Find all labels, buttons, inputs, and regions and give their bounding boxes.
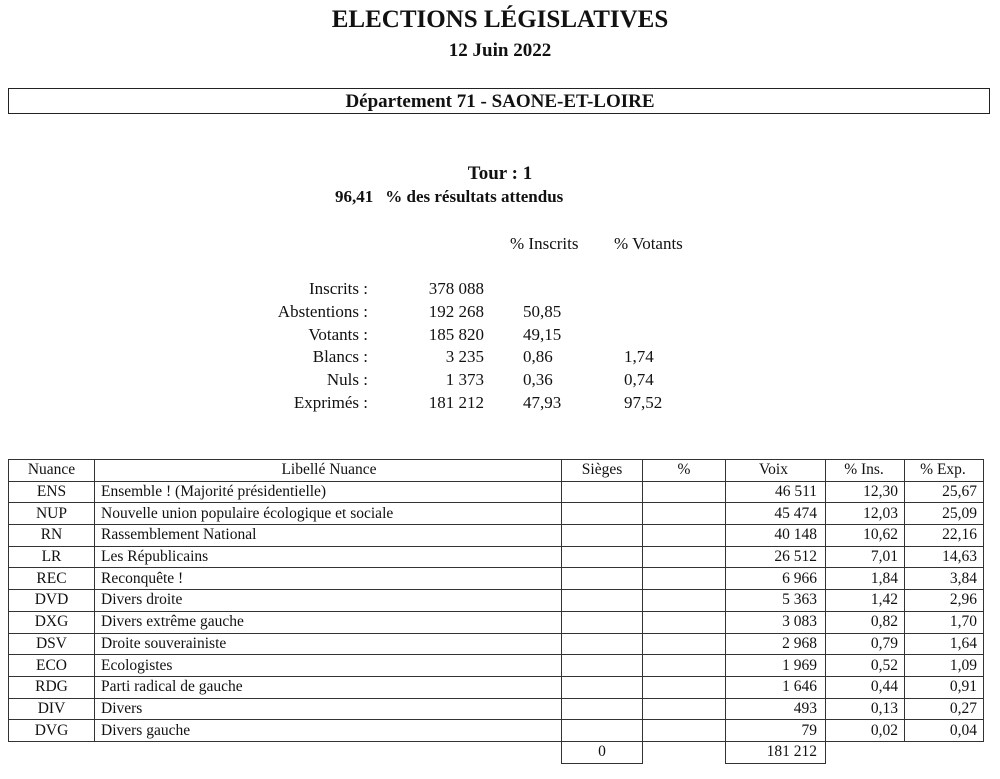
stats-header-pct-votants: % Votants	[614, 234, 683, 253]
cell-libelle: Ecologistes	[95, 655, 562, 677]
table-row	[9, 655, 984, 677]
table-row	[9, 611, 984, 633]
cell-libelle: Rassemblement National	[95, 525, 562, 547]
cell-pct-exp: 22,16	[905, 525, 984, 547]
cell-pct-ins: 12,30	[826, 481, 905, 503]
cell-pct	[643, 698, 726, 720]
col-header-pct-exp: % Exp.	[905, 460, 984, 482]
table-header-row	[9, 460, 984, 482]
cell-libelle: Nouvelle union populaire écologique et sociale	[95, 503, 562, 525]
col-header-pct-ins: % Ins.	[826, 460, 905, 482]
cell-sieges	[562, 568, 643, 590]
table-row	[9, 503, 984, 525]
table-row	[9, 481, 984, 503]
total-blank	[643, 741, 726, 763]
cell-pct-exp: 0,04	[905, 720, 984, 742]
cell-voix: 40 148	[726, 525, 826, 547]
col-header-pct: %	[643, 460, 726, 482]
cell-libelle: Divers	[95, 698, 562, 720]
page-title: ELECTIONS LÉGISLATIVES	[331, 6, 669, 33]
stat-label: Abstentions :	[277, 301, 368, 321]
total-blank	[95, 741, 562, 763]
col-header-voix: Voix	[726, 460, 826, 482]
cell-nuance: ECO	[9, 655, 95, 677]
cell-sieges	[562, 720, 643, 742]
cell-pct-exp: 2,96	[905, 590, 984, 612]
total-blank	[9, 741, 95, 763]
stat-pct-inscrits: 47,93	[523, 393, 562, 412]
tour-label: Tour : 1	[467, 163, 533, 184]
results-pct-label: % des résultats attendus	[385, 187, 564, 206]
cell-pct-ins: 0,82	[826, 611, 905, 633]
stat-label: Inscrits :	[308, 279, 368, 298]
cell-pct	[643, 525, 726, 547]
cell-nuance: REC	[9, 568, 95, 590]
total-sieges: 0	[562, 741, 643, 763]
cell-voix: 3 083	[726, 611, 826, 633]
cell-pct	[643, 611, 726, 633]
cell-libelle: Droite souverainiste	[95, 633, 562, 655]
cell-pct-exp: 1,64	[905, 633, 984, 655]
col-header-libelle: Libellé Nuance	[95, 460, 562, 482]
stat-pct-votants: 97,52	[624, 393, 663, 412]
cell-pct-ins: 0,02	[826, 720, 905, 742]
stat-pct-votants: 0,74	[624, 370, 654, 390]
table-row	[9, 590, 984, 612]
department-box	[8, 88, 990, 114]
cell-nuance: RN	[9, 525, 95, 547]
cell-sieges	[562, 503, 643, 525]
stats-header-pct-inscrits: % Inscrits	[510, 234, 579, 253]
cell-pct	[643, 568, 726, 590]
cell-pct-ins: 7,01	[826, 546, 905, 568]
cell-pct-ins: 10,62	[826, 525, 905, 547]
table-row	[9, 568, 984, 590]
table-row	[9, 525, 984, 547]
results-table	[8, 459, 984, 764]
cell-sieges	[562, 481, 643, 503]
cell-pct-ins: 0,79	[826, 633, 905, 655]
cell-sieges	[562, 546, 643, 568]
cell-sieges	[562, 655, 643, 677]
results-pct-value: 96,41	[335, 187, 374, 206]
cell-libelle: Divers gauche	[95, 720, 562, 742]
cell-pct	[643, 503, 726, 525]
stat-pct-inscrits: 49,15	[523, 324, 562, 344]
table-total-row	[9, 741, 984, 763]
cell-nuance: NUP	[9, 503, 95, 525]
cell-nuance: DVD	[9, 590, 95, 612]
cell-voix: 26 512	[726, 546, 826, 568]
results-progress	[335, 187, 563, 207]
col-header-sieges: Sièges	[562, 460, 643, 482]
col-header-nuance: Nuance	[9, 460, 95, 482]
cell-libelle: Divers droite	[95, 590, 562, 612]
stat-pct-inscrits: 50,85	[523, 301, 562, 321]
cell-voix: 45 474	[726, 503, 826, 525]
cell-pct-exp: 0,91	[905, 676, 984, 698]
stat-label: Blancs :	[312, 347, 368, 367]
stat-label: Nuls :	[326, 370, 368, 390]
cell-libelle: Reconquête !	[95, 568, 562, 590]
cell-voix: 5 363	[726, 590, 826, 612]
department-label: Département 71 - SAONE-ET-LOIRE	[345, 91, 655, 112]
cell-nuance: ENS	[9, 481, 95, 503]
table-row	[9, 676, 984, 698]
stat-pct-inscrits: 0,36	[523, 370, 553, 390]
cell-nuance: RDG	[9, 676, 95, 698]
stat-pct-inscrits: 0,86	[523, 347, 553, 367]
cell-pct-ins: 0,13	[826, 698, 905, 720]
cell-voix: 493	[726, 698, 826, 720]
total-voix: 181 212	[726, 741, 826, 763]
table-row	[9, 698, 984, 720]
cell-pct-ins: 1,42	[826, 590, 905, 612]
cell-pct	[643, 633, 726, 655]
cell-voix: 1 969	[726, 655, 826, 677]
cell-sieges	[562, 525, 643, 547]
total-blank	[905, 741, 984, 763]
stat-pct-votants: 1,74	[624, 347, 654, 367]
cell-nuance: DSV	[9, 633, 95, 655]
cell-sieges	[562, 698, 643, 720]
stat-value: 378 088	[428, 279, 484, 298]
cell-sieges	[562, 633, 643, 655]
stat-value: 1 373	[445, 370, 484, 390]
total-blank	[826, 741, 905, 763]
cell-pct	[643, 655, 726, 677]
stat-value: 181 212	[428, 393, 484, 412]
cell-pct-exp: 1,09	[905, 655, 984, 677]
election-date: 12 Juin 2022	[448, 40, 552, 61]
stat-value: 192 268	[428, 301, 484, 321]
cell-pct-exp: 1,70	[905, 611, 984, 633]
cell-pct	[643, 720, 726, 742]
cell-libelle: Ensemble ! (Majorité présidentielle)	[95, 481, 562, 503]
cell-nuance: DIV	[9, 698, 95, 720]
cell-sieges	[562, 611, 643, 633]
table-row	[9, 546, 984, 568]
cell-libelle: Parti radical de gauche	[95, 676, 562, 698]
cell-voix: 46 511	[726, 481, 826, 503]
cell-nuance: LR	[9, 546, 95, 568]
table-row	[9, 633, 984, 655]
cell-voix: 1 646	[726, 676, 826, 698]
cell-pct	[643, 590, 726, 612]
cell-pct-ins: 12,03	[826, 503, 905, 525]
stat-label: Votants :	[308, 324, 368, 344]
cell-pct	[643, 676, 726, 698]
cell-pct-exp: 14,63	[905, 546, 984, 568]
cell-pct-exp: 0,27	[905, 698, 984, 720]
cell-pct-ins: 1,84	[826, 568, 905, 590]
stat-value: 3 235	[445, 347, 484, 367]
cell-pct-ins: 0,52	[826, 655, 905, 677]
cell-pct-ins: 0,44	[826, 676, 905, 698]
cell-pct-exp: 3,84	[905, 568, 984, 590]
cell-nuance: DVG	[9, 720, 95, 742]
cell-voix: 79	[726, 720, 826, 742]
cell-pct-exp: 25,67	[905, 481, 984, 503]
cell-pct	[643, 546, 726, 568]
stat-value: 185 820	[428, 324, 484, 344]
cell-libelle: Divers extrême gauche	[95, 611, 562, 633]
stat-label: Exprimés :	[293, 393, 368, 412]
cell-sieges	[562, 676, 643, 698]
cell-pct	[643, 481, 726, 503]
table-row	[9, 720, 984, 742]
cell-libelle: Les Républicains	[95, 546, 562, 568]
cell-voix: 2 968	[726, 633, 826, 655]
cell-nuance: DXG	[9, 611, 95, 633]
cell-pct-exp: 25,09	[905, 503, 984, 525]
cell-sieges	[562, 590, 643, 612]
cell-voix: 6 966	[726, 568, 826, 590]
